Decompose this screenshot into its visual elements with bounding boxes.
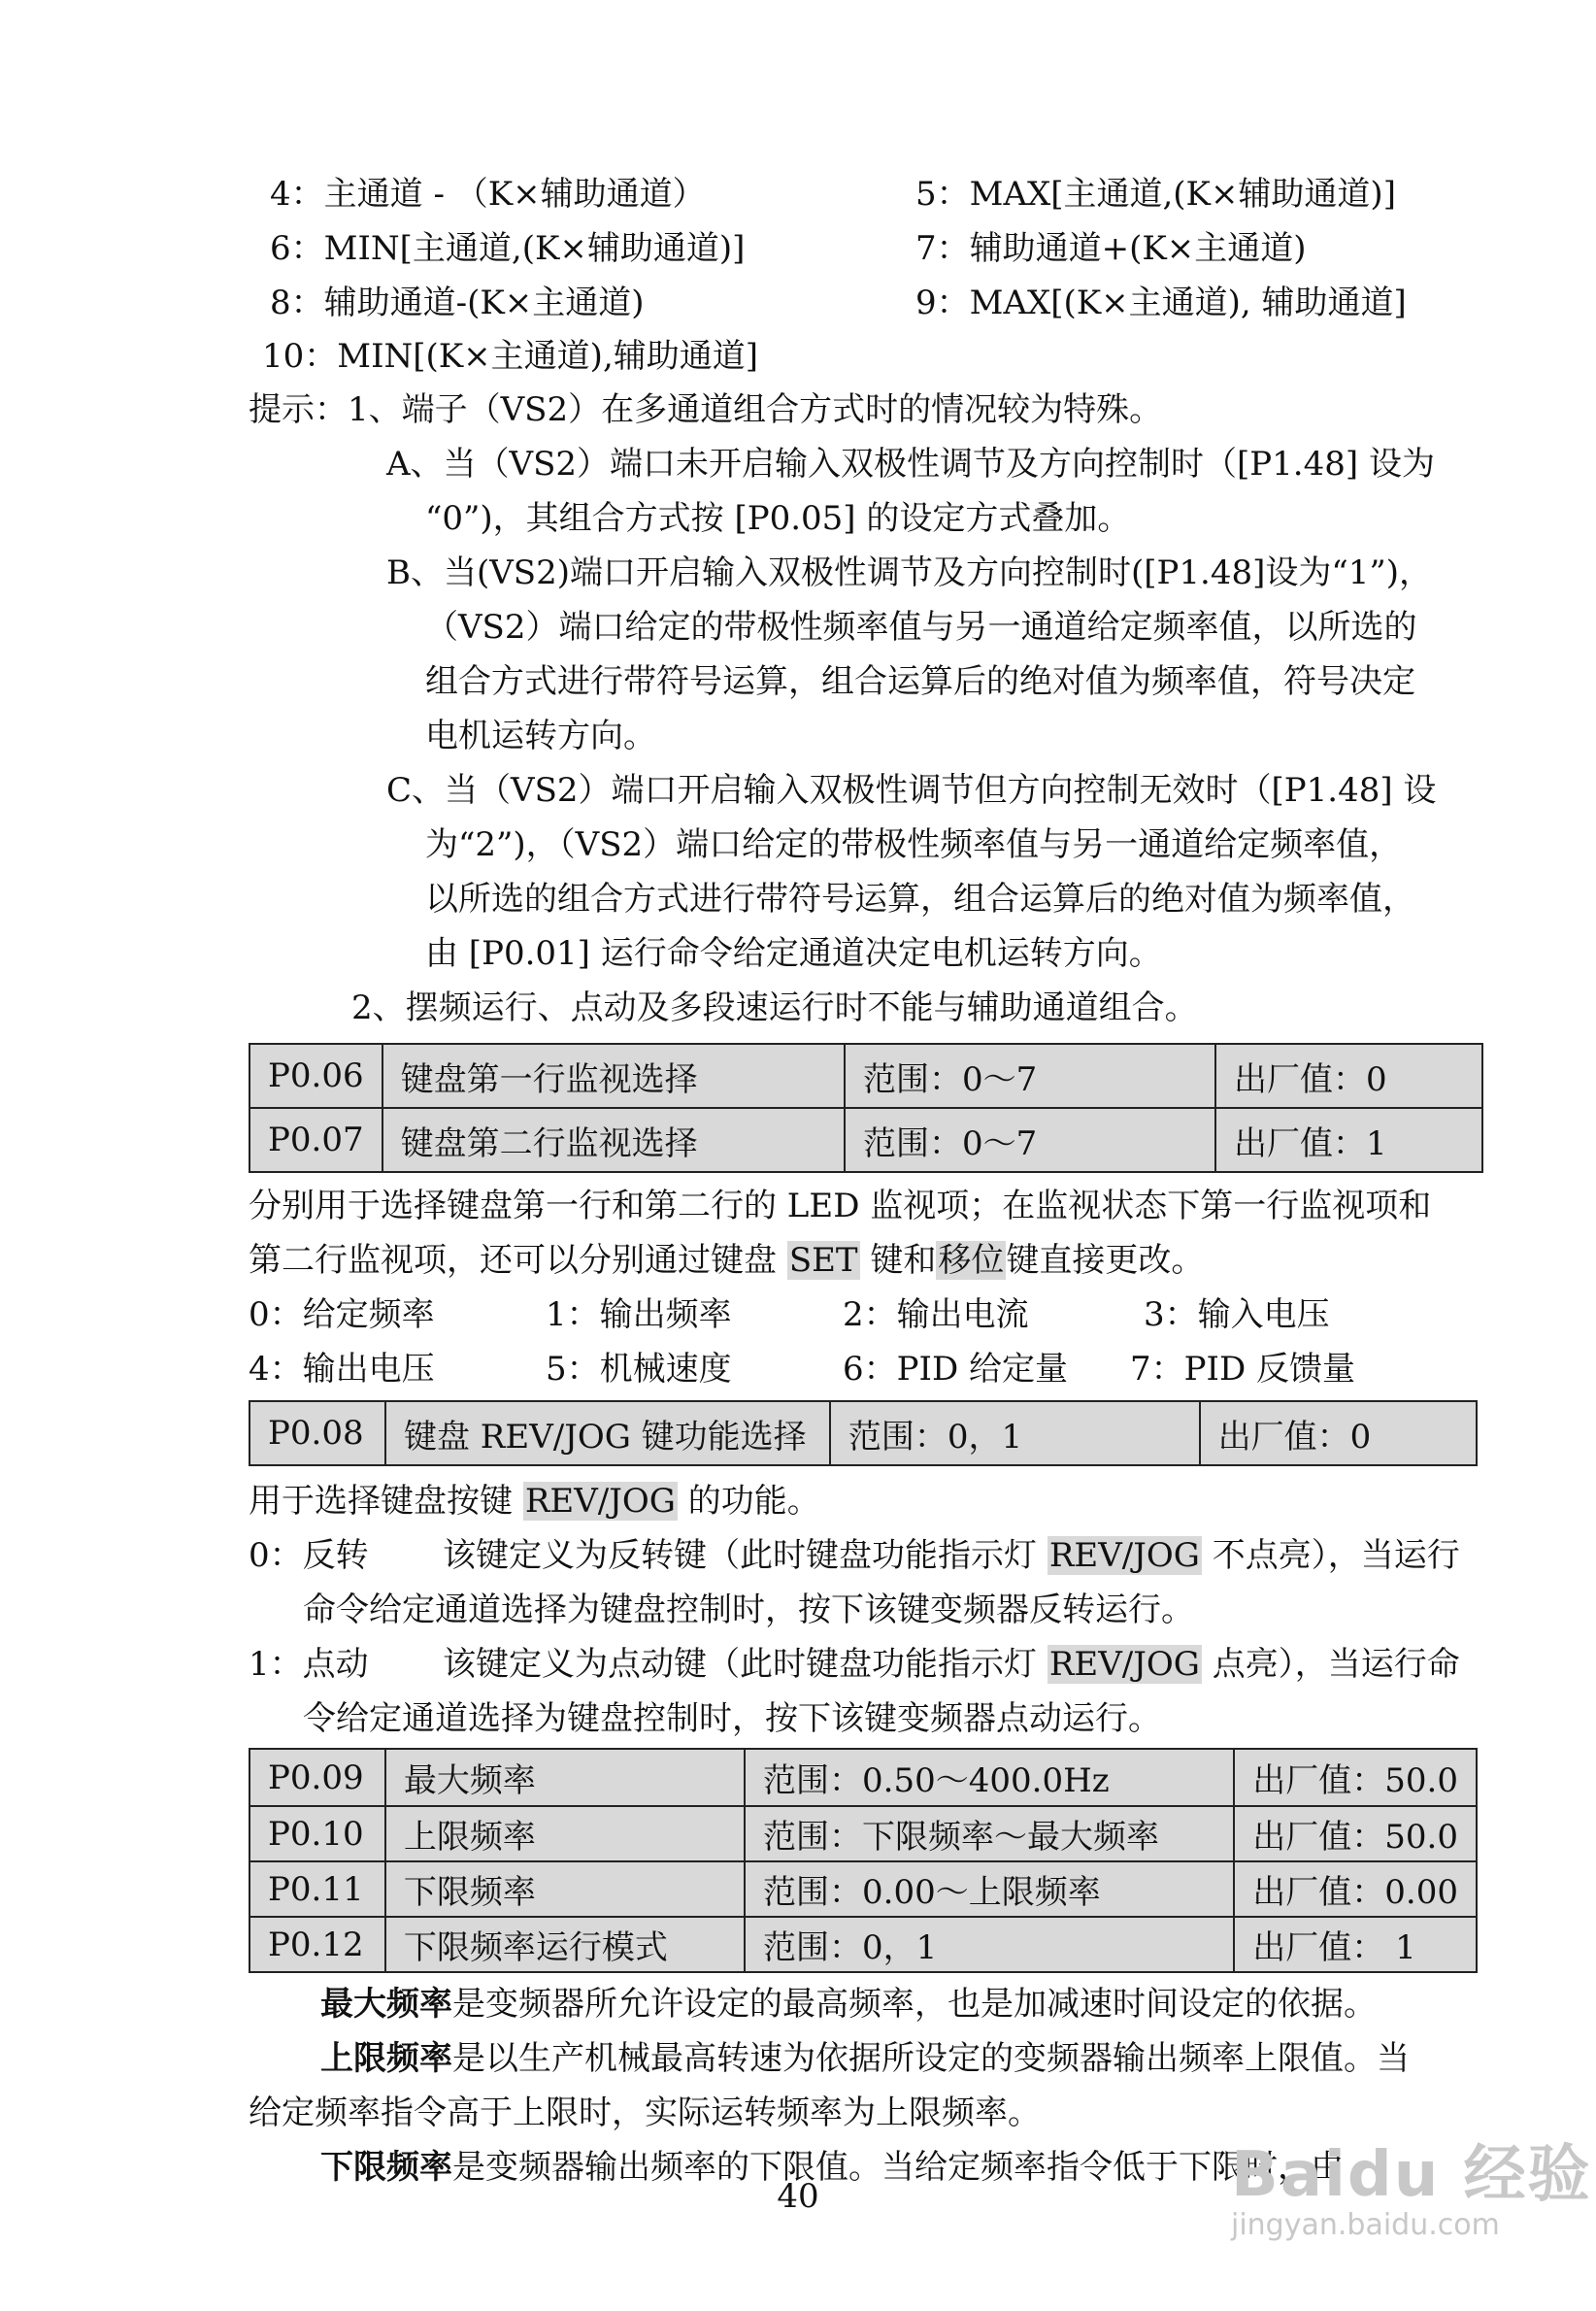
option-10: 10：MIN[(K×主通道),辅助通道]	[262, 337, 759, 376]
table-row	[249, 1108, 1482, 1172]
param-code: P0.09	[249, 1749, 385, 1806]
param-range: 范围：0.50～400.0Hz	[745, 1749, 1234, 1806]
watermark-logo: Baidu 经验	[1231, 2139, 1592, 2211]
tip-c-line4: 由 [P0.01] 运行命令给定通道决定电机运转方向。	[425, 934, 1162, 973]
monitor-item-5: 5：机械速度	[546, 1350, 732, 1389]
param-name: 键盘第一行监视选择	[382, 1044, 845, 1108]
monitor-item-3: 3：输入电压	[1144, 1295, 1330, 1334]
tip-b-line2: （VS2）端口给定的带极性频率值与另一通道给定频率值，以所选的	[425, 608, 1417, 647]
option-6: 6：MIN[主通道,(K×辅助通道)]	[270, 229, 746, 268]
option-9: 9：MAX[(K×主通道), 辅助通道]	[915, 284, 1407, 322]
revjog-indicator-label: REV/JOG	[1048, 1645, 1200, 1684]
set-key-label: SET	[788, 1241, 858, 1280]
watermark-url: jingyan.baidu.com	[1231, 2208, 1500, 2242]
param-range: 范围：0，1	[745, 1917, 1234, 1972]
param-name: 下限频率	[385, 1861, 745, 1917]
param-default: 出厂值：0	[1200, 1401, 1477, 1465]
param-code: P0.07	[249, 1108, 382, 1172]
desc-upper-frequency-line2: 给定频率指令高于上限时，实际运转频率为上限频率。	[249, 2093, 1041, 2132]
revjog-option-1-desc: 该键定义为点动键（此时键盘功能指示灯 REV/JOG 点亮），当运行命	[443, 1645, 1460, 1684]
monitor-desc-line1: 分别用于选择键盘第一行和第二行的 LED 监视项；在监视状态下第一行监视项和	[249, 1187, 1432, 1225]
monitor-item-1: 1：输出频率	[546, 1295, 732, 1334]
table-row	[249, 1861, 1477, 1917]
tip-b-line3: 组合方式进行带符号运算，组合运算后的绝对值为频率值，符号决定	[425, 662, 1415, 701]
table-row	[249, 1917, 1477, 1972]
option-5: 5：MAX[主通道,(K×辅助通道)]	[915, 175, 1396, 214]
param-default: 出厂值：0.00	[1234, 1861, 1477, 1917]
param-default: 出厂值： 1	[1234, 1917, 1477, 1972]
revjog-option-0-label: 0：反转	[249, 1536, 369, 1575]
revjog-option-1-label: 1：点动	[249, 1645, 369, 1684]
revjog-key-label: REV/JOG	[524, 1482, 676, 1521]
param-range: 范围：0.00～上限频率	[745, 1861, 1234, 1917]
table-row	[249, 1749, 1477, 1806]
table-row	[249, 1401, 1477, 1465]
option-7: 7：辅助通道+(K×主通道)	[915, 229, 1307, 268]
desc-upper-frequency: 上限频率是以生产机械最高转速为依据所设定的变频器输出频率上限值。当	[320, 2039, 1410, 2078]
term-lower-frequency: 下限频率	[320, 2148, 452, 2187]
revjog-indicator-label: REV/JOG	[1048, 1536, 1200, 1575]
baidu-jingyan-watermark	[1231, 2125, 1592, 2242]
tip-title: 提示：1、端子（VS2）在多通道组合方式时的情况较为特殊。	[249, 390, 1163, 429]
tip-c-line1: C、当（VS2）端口开启输入双极性调节但方向控制无效时（[P1.48] 设	[386, 771, 1437, 810]
monitor-item-0: 0：给定频率	[249, 1295, 435, 1334]
revjog-intro: 用于选择键盘按键 REV/JOG 的功能。	[249, 1482, 820, 1521]
param-code: P0.08	[249, 1401, 385, 1465]
table-row	[249, 1806, 1477, 1861]
monitor-desc-line2: 第二行监视项，还可以分别通过键盘 SET 键和移位键直接更改。	[249, 1241, 1205, 1280]
shift-key-label: 移位	[938, 1241, 1005, 1280]
tip-b-line1: B、当(VS2)端口开启输入双极性调节及方向控制时([P1.48]设为“1”)，	[386, 553, 1433, 592]
param-name: 最大频率	[385, 1749, 745, 1806]
param-name: 键盘第二行监视选择	[382, 1108, 845, 1172]
revjog-option-0-desc: 该键定义为反转键（此时键盘功能指示灯 REV/JOG 不点亮），当运行	[443, 1536, 1460, 1575]
tip-c-line3: 以所选的组合方式进行带符号运算，组合运算后的绝对值为频率值，	[425, 880, 1415, 919]
monitor-item-4: 4：输出电压	[249, 1350, 435, 1389]
tip-a-line2: “0”)，其组合方式按 [P0.05] 的设定方式叠加。	[425, 499, 1131, 538]
revjog-option-0-desc-line2: 命令给定通道选择为键盘控制时，按下该键变频器反转运行。	[303, 1591, 1194, 1629]
monitor-item-7: 7：PID 反馈量	[1130, 1350, 1356, 1389]
monitor-item-6: 6：PID 给定量	[843, 1350, 1069, 1389]
param-default: 出厂值：1	[1215, 1108, 1482, 1172]
desc-max-frequency: 最大频率是变频器所允许设定的最高频率，也是加减速时间设定的依据。	[320, 1985, 1377, 2024]
revjog-option-1-desc-line2: 令给定通道选择为键盘控制时，按下该键变频器点动运行。	[303, 1699, 1161, 1738]
param-table-revjog	[249, 1400, 1478, 1466]
tip-a-line1: A、当（VS2）端口未开启输入双极性调节及方向控制时（[P1.48] 设为	[386, 445, 1435, 484]
term-upper-frequency: 上限频率	[320, 2039, 452, 2078]
param-default: 出厂值：0	[1215, 1044, 1482, 1108]
tip-c-line2: 为“2”)，（VS2）端口给定的带极性频率值与另一通道给定频率值，	[425, 825, 1403, 864]
param-code: P0.12	[249, 1917, 385, 1972]
param-range: 范围：0～7	[845, 1108, 1215, 1172]
desc-lower-frequency: 下限频率是变频器输出频率的下限值。当给定频率指令低于下限时，由	[320, 2148, 1344, 2187]
param-name: 上限频率	[385, 1806, 745, 1861]
param-name: 下限频率运行模式	[385, 1917, 745, 1972]
param-range: 范围：0～7	[845, 1044, 1215, 1108]
tip-point2: 2、摆频运行、点动及多段速运行时不能与辅助通道组合。	[351, 988, 1198, 1027]
option-4: 4：主通道 - （K×辅助通道）	[270, 175, 706, 214]
param-range: 范围：下限频率～最大频率	[745, 1806, 1234, 1861]
term-max-frequency: 最大频率	[320, 1985, 452, 2024]
monitor-item-2: 2：输出电流	[843, 1295, 1029, 1334]
param-code: P0.06	[249, 1044, 382, 1108]
page-number: 40	[777, 2177, 819, 2216]
param-code: P0.10	[249, 1806, 385, 1861]
param-default: 出厂值：50.0	[1234, 1749, 1477, 1806]
table-row	[249, 1044, 1482, 1108]
tip-b-line4: 电机运转方向。	[425, 717, 656, 755]
option-8: 8：辅助通道-(K×主通道)	[270, 284, 645, 322]
param-name: 键盘 REV/JOG 键功能选择	[385, 1401, 830, 1465]
param-range: 范围：0，1	[830, 1401, 1200, 1465]
param-table-frequency	[249, 1748, 1478, 1973]
param-code: P0.11	[249, 1861, 385, 1917]
param-table-monitor	[249, 1043, 1483, 1173]
param-default: 出厂值：50.0	[1234, 1806, 1477, 1861]
